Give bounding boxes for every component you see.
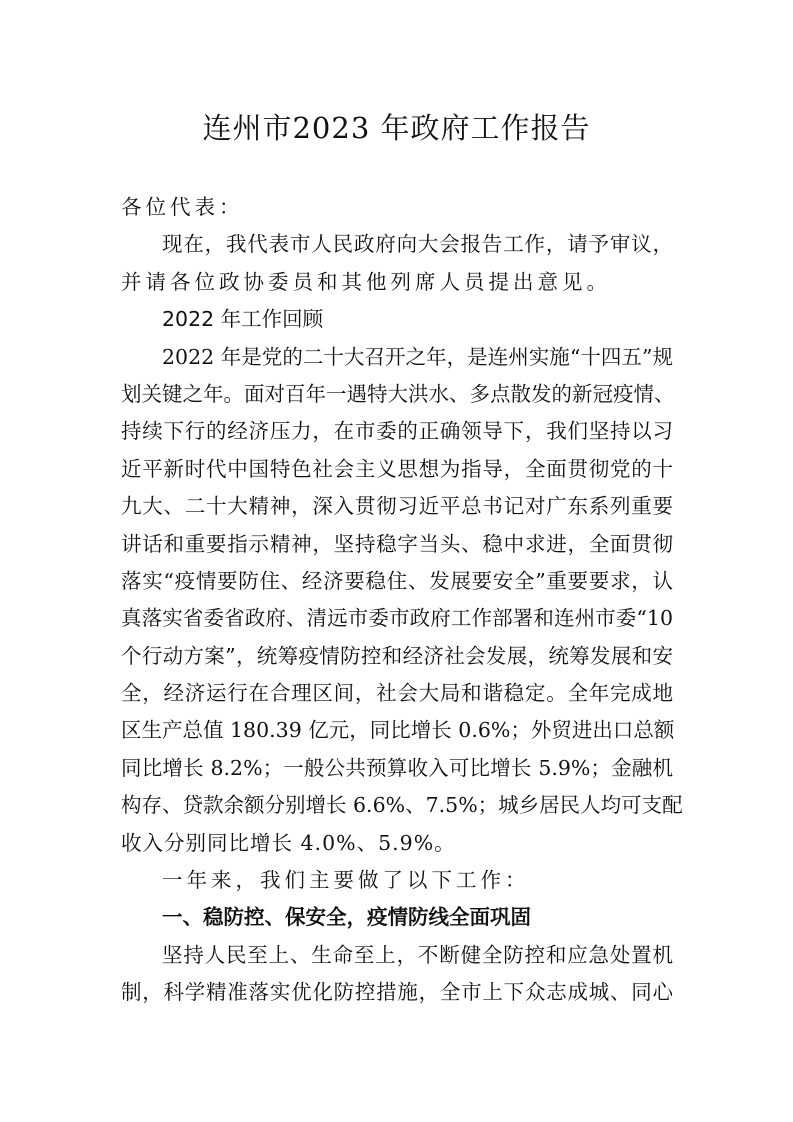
paragraph-line: 真落实省委省政府、清远市委市政府工作部署和连州市委“10 [121,606,673,631]
intro-line: 现在，我代表市人民政府向大会报告工作，请予审议， [162,232,673,257]
paragraph-line: 收入分别同比增长 4.0%、5.9%。 [121,830,456,855]
paragraph-line: 构存、贷款余额分别增长 6.6%、7.5%；城乡居民人均可支配 [121,793,683,818]
review-paragraph [121,339,683,862]
paragraph-line: 近平新时代中国特色社会主义思想为指导，全面贯彻党的十 [121,456,673,481]
summary-line: 一年来，我们主要做了以下工作： [162,868,530,893]
paragraph-line: 划关键之年。面对百年一遇特大洪水、多点散发的新冠疫情、 [121,381,675,406]
paragraph-line: 九大、二十大精神，深入贯彻习近平总书记对广东系列重要 [121,494,673,519]
document-title: 连州市2023 年政府工作报告 [202,111,591,145]
salutation: 各位代表： [121,195,244,219]
paragraph-line: 制，科学精准落实优化防控措施，全市上下众志成城、同心 [121,980,673,1005]
paragraph-line: 2022 年是党的二十大召开之年，是连州实施“十四五”规 [162,344,673,369]
paragraph-line: 落实“疫情要防住、经济要稳住、发展要安全”重要要求，认 [121,568,673,593]
paragraph-line: 个行动方案”，统筹疫情防控和经济社会发展，统筹发展和安 [121,643,673,668]
document-body [121,189,683,1012]
paragraph-line: 同比增长 8.2%；一般公共预算收入可比增长 5.9%；金融机 [121,755,673,780]
paragraph-line: 持续下行的经济压力，在市委的正确领导下，我们坚持以习 [121,419,673,444]
paragraph-line: 讲话和重要指示精神，坚持稳字当头、稳中求进，全面贯彻 [121,531,673,556]
intro-line: 并请各位政协委员和其他列席人员提出意见。 [121,269,611,294]
section-heading: 2022 年工作回顾 [162,307,324,332]
paragraph-line: 全，经济运行在合理区间，社会大局和谐稳定。全年完成地 [121,681,673,706]
paragraph-line: 区生产总值 180.39 亿元，同比增长 0.6%；外贸进出口总额 [121,718,675,743]
subsection-heading: 一、稳防控、保安全，疫情防线全面巩固 [162,905,531,930]
subsection-paragraph [121,937,673,1012]
paragraph-line: 坚持人民至上、生命至上，不断健全防控和应急处置机 [162,942,673,967]
